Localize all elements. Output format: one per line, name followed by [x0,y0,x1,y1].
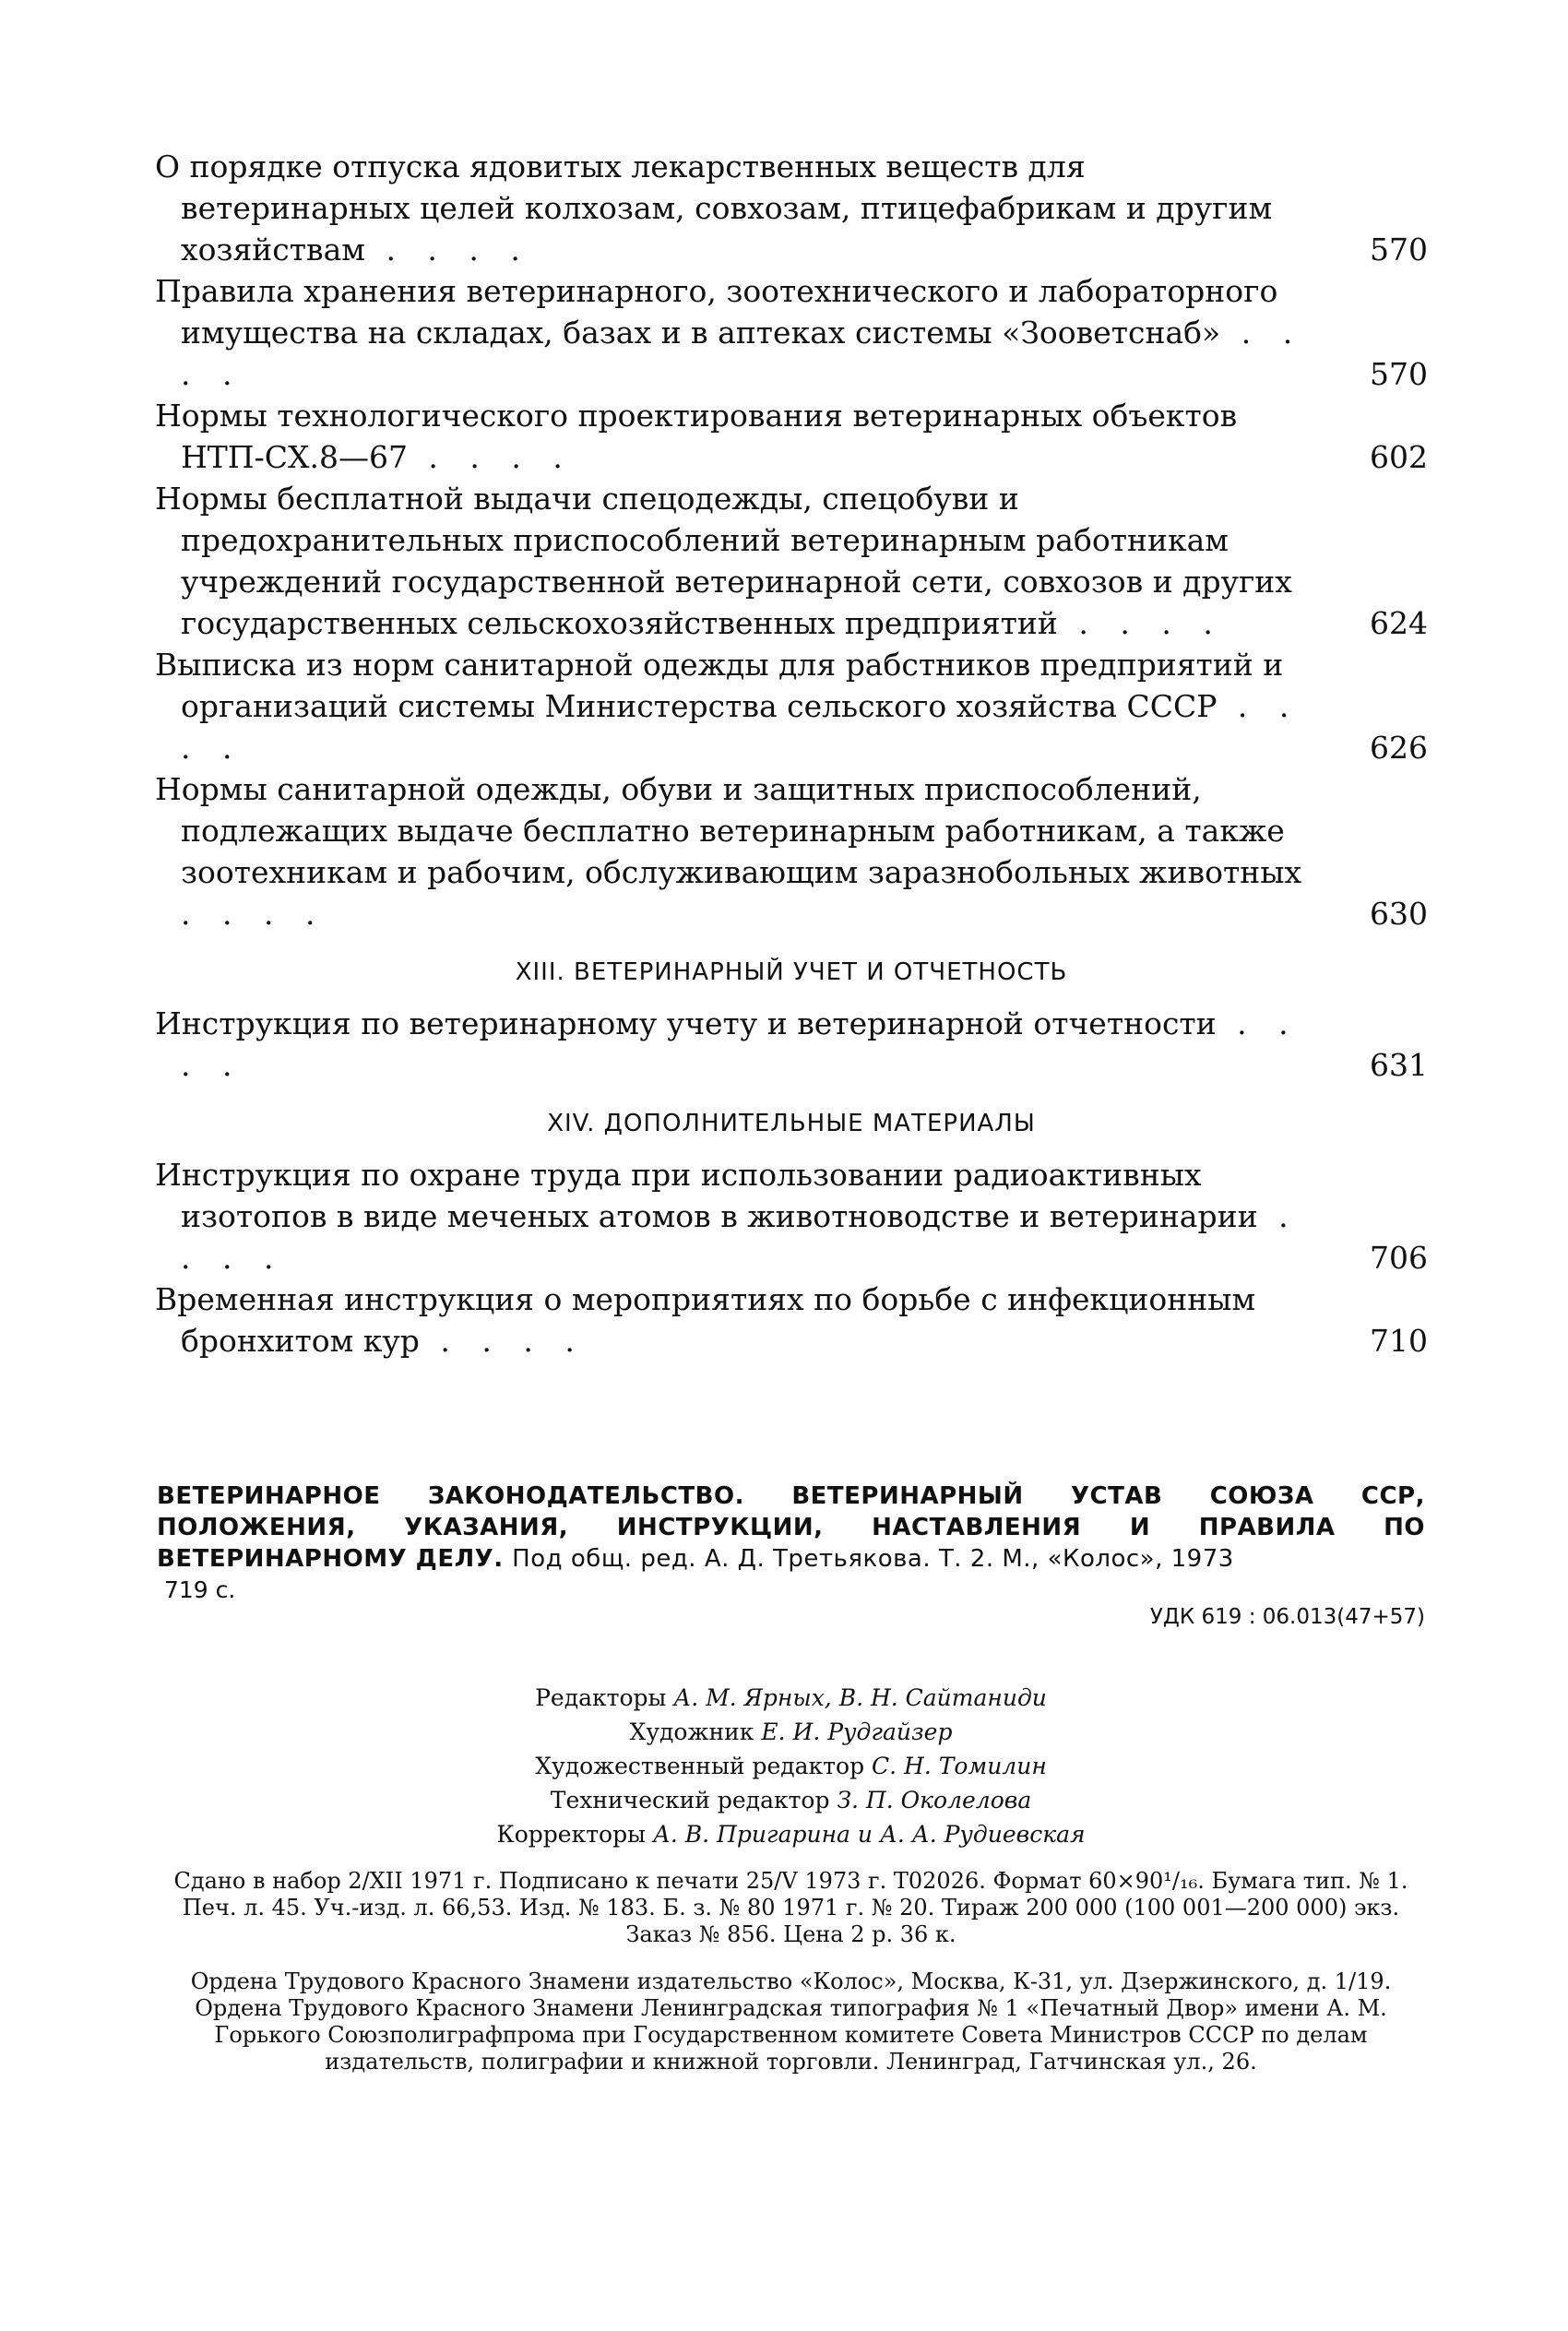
section-heading: XIII. ВЕТЕРИНАРНЫЙ УЧЕТ И ОТЧЕТНОСТЬ [515,958,1068,986]
toc-entry-page: 706 [1370,1240,1428,1276]
toc-entry-title: Инструкция по ветеринарному учету и ветеринарной отчетности . . . . [155,1005,1300,1083]
credit-line [157,1783,1425,1817]
print-info: Сдано в набор 2/XII 1971 г. Подписано к печати 25/V 1973 г. Т02026. Формат 60×90¹/₁₆. Бумага тип. № 1. Печ. л. 45. Уч.-изд. л. 66,53. Изд. № 183. Б. з. № 80 1971 г. № 20. Тираж 200 000 (100 001—200 000) экз. Заказ № 856. Цена 2 р. 36 к. [173,1868,1408,1947]
dot-leader: . . . . [419,1323,586,1359]
toc-entry [155,395,1428,478]
toc-entry [155,270,1428,395]
bibliographic-record [157,1481,1425,1575]
toc-entry-page: 570 [1370,356,1428,392]
credit-line [157,1817,1425,1851]
dot-leader: . . . . [407,439,574,475]
biblio-title: ВЕТЕРИНАРНОЕ ЗАКОНОДАТЕЛЬСТВО. ВЕТЕРИНАРНЫЙ УСТАВ СОЮЗА ССР, ПОЛОЖЕНИЯ, УКАЗАНИЯ, ИНСТРУКЦИИ, НАСТАВЛЕНИЯ И ПРАВИЛА ПО ВЕТЕРИНАРНОМУ ДЕЛУ. [157,1482,1425,1573]
credit-line [157,1749,1425,1783]
toc-entry [155,1278,1428,1362]
credit-role: Технический редактор [550,1787,830,1814]
dot-leader: . . . . [181,896,327,932]
section-heading: XIV. ДОПОЛНИТЕЛЬНЫЕ МАТЕРИАЛЫ [547,1110,1036,1137]
credit-role: Художественный редактор [535,1753,865,1779]
toc-entry-title: Нормы технологического проектирования ветеринарных объектов НТП-СХ.8—67 . . . . [155,398,1238,475]
dot-leader: . . . . [181,688,1301,766]
credit-role: Редакторы [535,1684,667,1711]
toc-entry [155,768,1428,934]
toc-entry [155,1003,1428,1086]
toc-entry-page: 710 [1370,1323,1428,1359]
table-of-contents [155,146,1428,1362]
credit-names: З. П. Околелова [837,1787,1032,1814]
credits [157,1681,1425,1851]
toc-entry-page: 626 [1370,730,1428,766]
dot-leader: . . . . [1057,605,1224,641]
credit-role: Художник [629,1719,754,1745]
credit-line [157,1715,1425,1749]
toc-entry-title: О порядке отпуска ядовитых лекарственных веществ для ветеринарных целей колхозам, совхозам, птицефабрикам и другим хозяйствам . . . . [155,149,1273,268]
toc-entry-page: 631 [1370,1047,1428,1083]
toc-entry-page: 602 [1370,439,1428,475]
page-count: 719 с. [164,1576,236,1603]
toc-entry-title: Нормы бесплатной выдачи спецодежды, спецобуви и предохранительных приспособлений ветеринарным работникам учреждений государственной ветеринарной сети, совхозов и других государственных сельскохозяйственных предприятий . . . . [155,481,1292,641]
toc-entry [155,478,1428,644]
biblio-editor: Под общ. ред. А. Д. Третьякова. Т. 2. М., «Колос», 1973 [512,1545,1234,1573]
toc-entry-title: Нормы санитарной одежды, обуви и защитных приспособлений, подлежащих выдаче бесплатно ветеринарным работникам, а также зоотехникам и рабочим, обслуживающим заразнобольных животных . . . . [155,771,1302,932]
toc-entry-page: 624 [1370,605,1428,641]
dot-leader: . . . . [181,1005,1300,1083]
toc-entry-title: Временная инструкция о мероприятиях по борьбе с инфекционным бронхитом кур . . . . [155,1281,1256,1359]
toc-entry-title: Правила хранения ветеринарного, зоотехнического и лабораторного имущества на складах, базах и в аптеках системы «Зооветснаб» . . . . [155,273,1304,392]
toc-entry [155,644,1428,768]
dot-leader: . . . . [181,315,1304,392]
toc-entry [155,146,1428,270]
credit-role: Корректоры [496,1821,646,1848]
credit-names: Е. И. Рудгайзер [761,1719,953,1745]
colophon [157,1481,1425,2075]
toc-entry-title: Инструкция по охране труда при использовании радиоактивных изотопов в виде меченых атомов в животноводстве и ветеринарии . . . . [155,1157,1300,1276]
credit-names: А. В. Пригарина и А. А. Рудиевская [652,1821,1086,1848]
dot-leader: . . . . [364,232,531,268]
credit-line [157,1681,1425,1715]
credit-names: А. М. Ярных, В. Н. Сайтаниди [673,1684,1047,1711]
toc-entry-title: Выписка из норм санитарной одежды для рабстников предприятий и организаций системы Министерства сельского хозяйства СССР . . . . [155,647,1301,766]
publisher-info: Ордена Трудового Красного Знамени издательство «Колос», Москва, К-31, ул. Дзержинского, д. 1/19. Ордена Трудового Красного Знамени Ленинградская типография № 1 «Печатный Двор» имени А. М. Горького Союзполиграфпрома при Государственном комитете Совета Министров СССР по делам издательств, полиграфии и книжной торговли. Ленинград, Гатчинская ул., 26. [190,1968,1392,2075]
toc-entry-page: 570 [1370,232,1428,268]
dot-leader: . . . . [181,1198,1300,1276]
udk-code: УДК 619 : 06.013(47+57) [1149,1605,1425,1629]
credit-names: С. Н. Томилин [872,1753,1047,1779]
toc-entry [155,1154,1428,1278]
toc-entry-page: 630 [1370,896,1428,932]
